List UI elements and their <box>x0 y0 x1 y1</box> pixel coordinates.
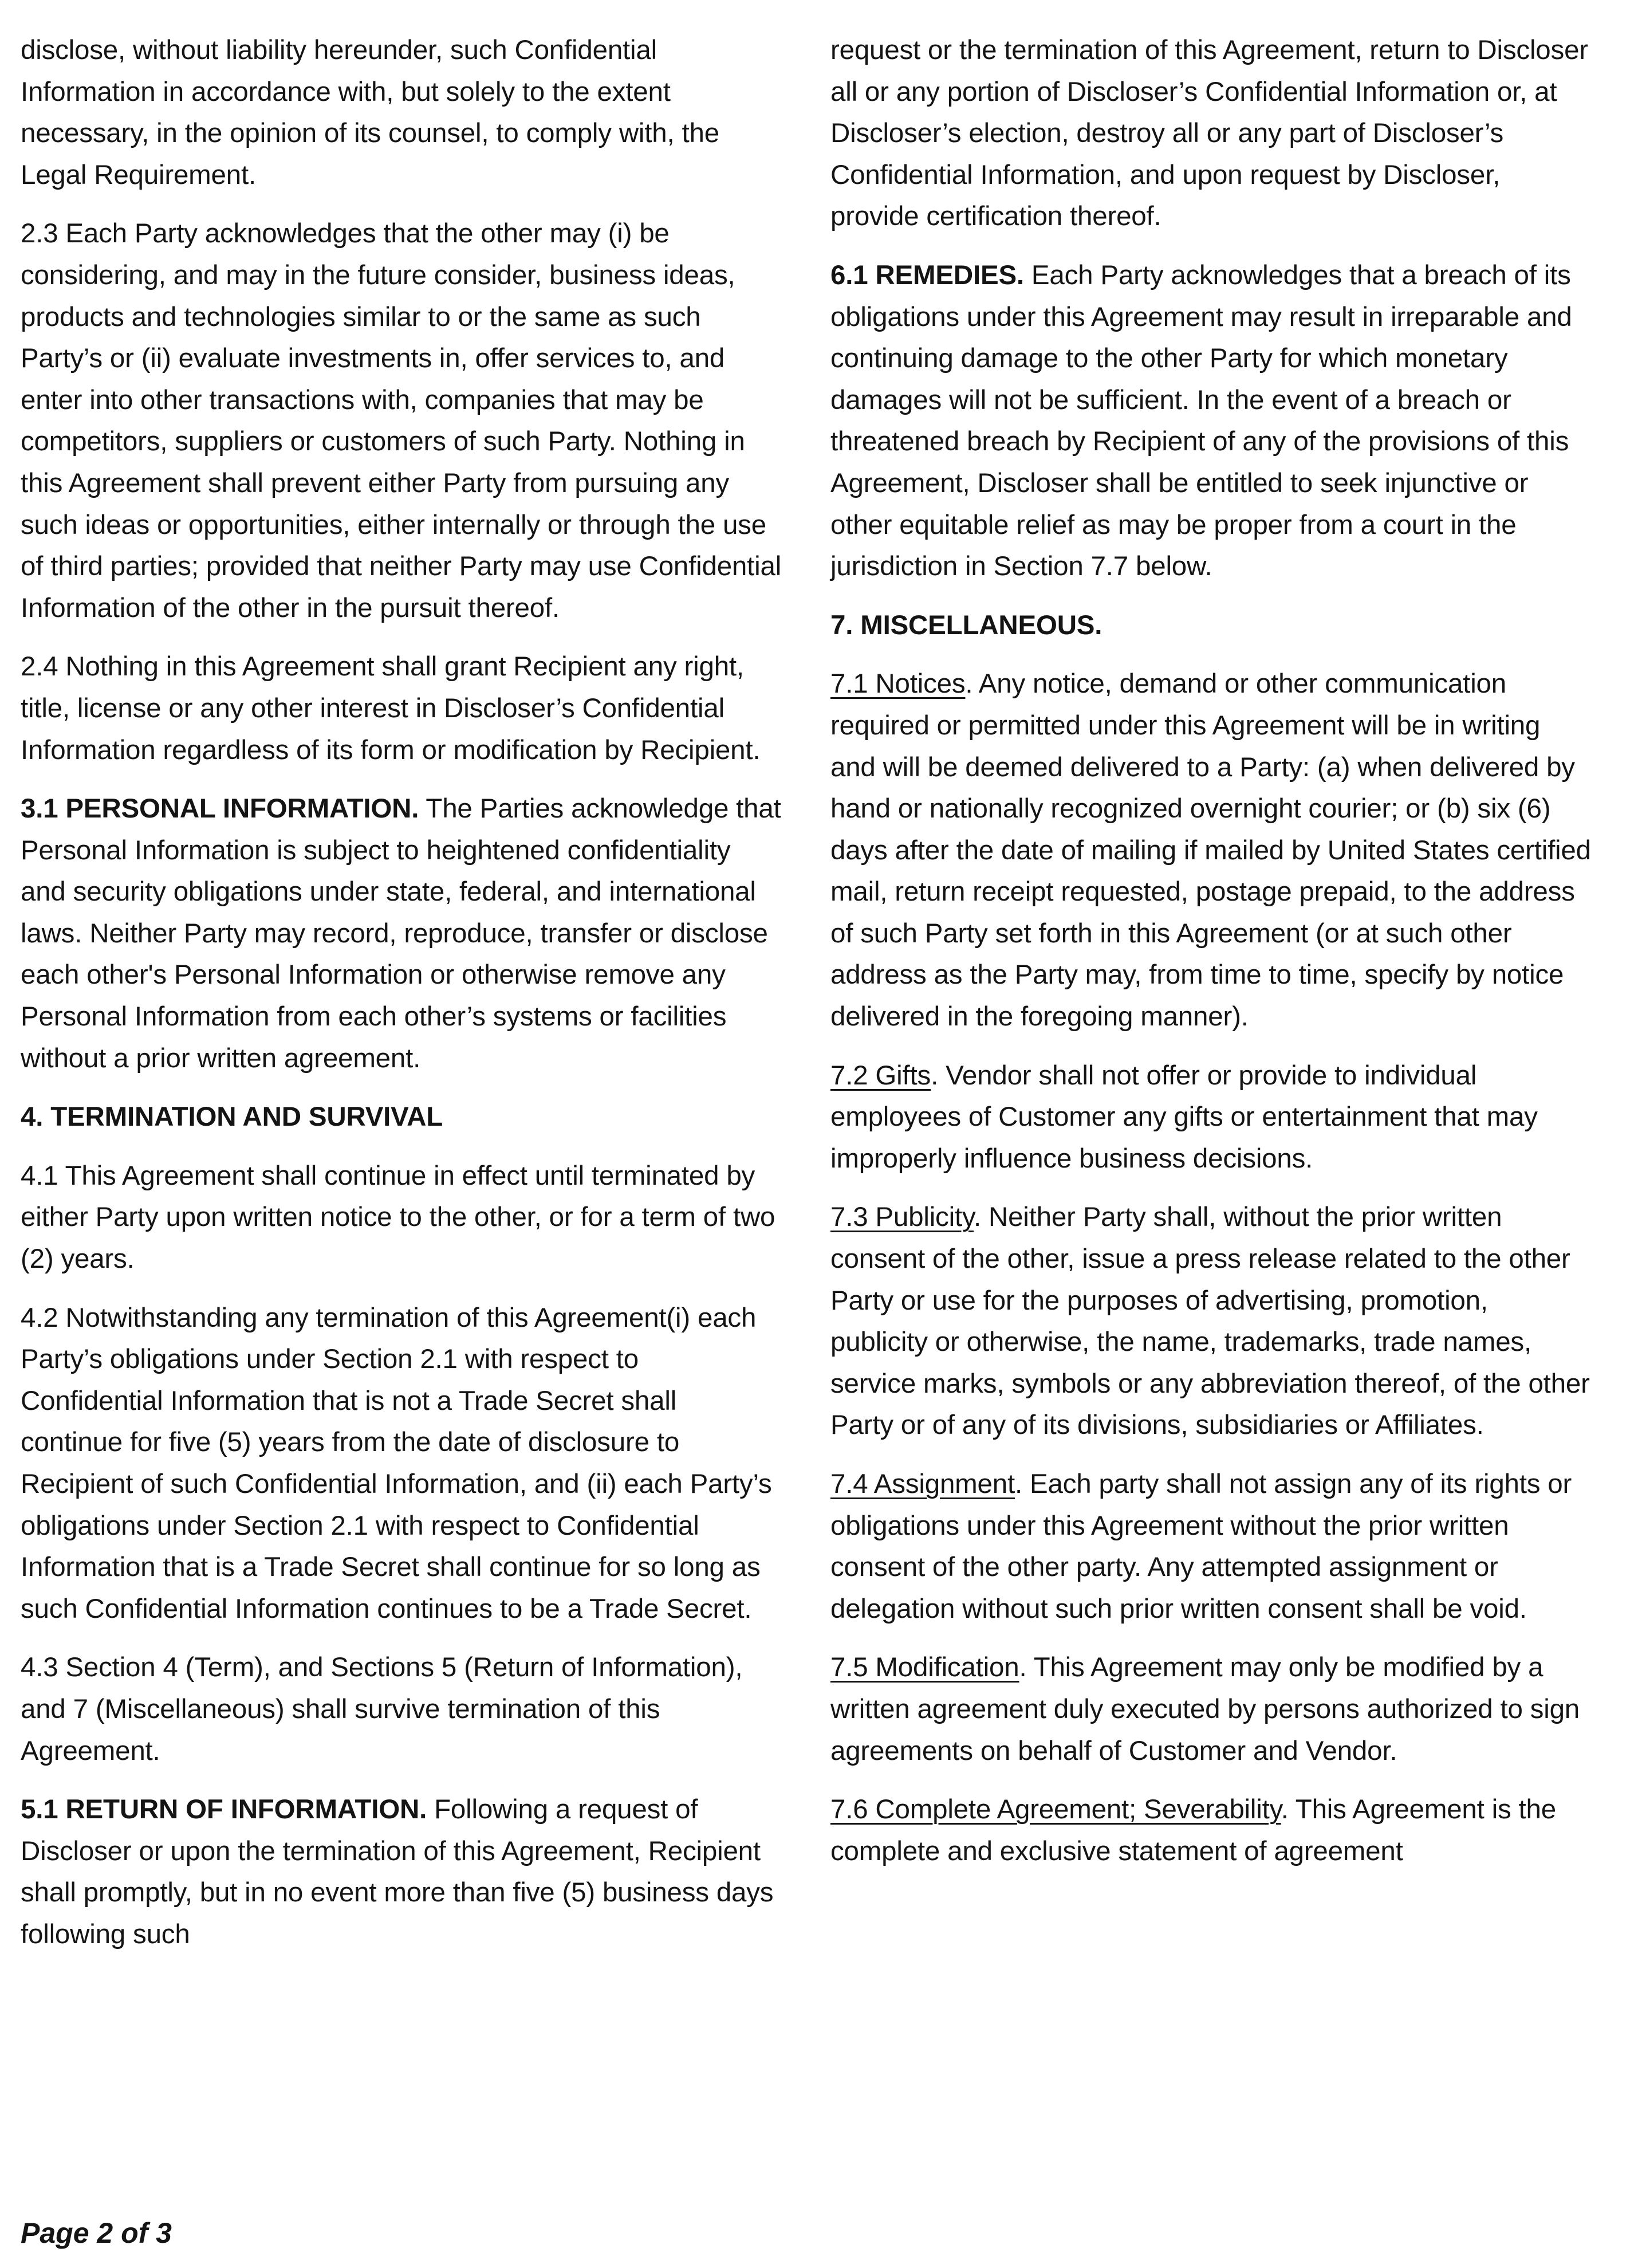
section-7-2-title: 7.2 Gifts <box>830 1060 931 1091</box>
section-6-1-heading: 6.1 REMEDIES. <box>830 260 1024 290</box>
section-4-heading: 4. TERMINATION AND SURVIVAL <box>21 1102 443 1133</box>
section-6-1-body: Each Party acknowledges that a breach of its obligations under this Agreement may result in irreparable and continuing damage to the other Party for which monetary damages will not be sufficient. In the event of a breach or threatened breach by Recipient of any of the provisions of this Agreement, Discloser shall be entitled to seek injunctive or other equitable relief as may be proper from a court in the jurisdiction in Section 7.7 below. <box>830 260 1572 582</box>
section-7-6-complete-agreement <box>830 1789 1592 1872</box>
paragraph-4-2: 4.2 Notwithstanding any termination of this Agreement(i) each Party’s obligations under Section 2.1 with respect to Confidential Information that is not a Trade Secret shall continue for five (5) years from the date of disclosure to Recipient of such Confidential Information, and (ii) each Party’s obligations under Section 2.1 with respect to Confidential Information that is a Trade Secret shall continue for so long as such Confidential Information continues to be a Trade Secret. <box>21 1302 772 1624</box>
page-number-footer: Page 2 of 3 <box>21 2217 172 2249</box>
section-7-2-gifts <box>830 1055 1592 1180</box>
section-3-1-heading: 3.1 PERSONAL INFORMATION. <box>21 793 419 824</box>
paragraph-4-1: 4.1 This Agreement shall continue in effect until terminated by either Party upon written notice to the other, or for a term of two (2) years. <box>21 1160 775 1275</box>
section-7-heading: 7. MISCELLANEOUS. <box>830 610 1102 640</box>
section-7-4-title: 7.4 Assignment <box>830 1469 1015 1499</box>
section-7-4-body: . Each party shall not assign any of its rights or obligations under this Agreement without the prior written consent of the other party. Any attempted assignment or delegation without such prior written consent shall be void. <box>830 1469 1572 1624</box>
section-7-1-notices <box>830 663 1592 1037</box>
section-7-5-modification <box>830 1647 1592 1772</box>
section-7-6-body: . This Agreement is the complete and exclusive statement of agreement <box>830 1794 1556 1866</box>
section-7-4-assignment <box>830 1464 1592 1630</box>
section-7-6-title: 7.6 Complete Agreement; Severability <box>830 1794 1281 1825</box>
paragraph-2-4: 2.4 Nothing in this Agreement shall grant Recipient any right, title, license or any other interest in Discloser’s Confidential Information regardless of its form or modification by Recipient. <box>21 651 761 765</box>
right-column <box>830 30 1592 1889</box>
section-7-1-title: 7.1 Notices <box>830 669 966 699</box>
section-7-3-publicity <box>830 1197 1592 1447</box>
section-5-1-return-of-information <box>21 1789 782 1955</box>
left-column <box>21 30 782 1973</box>
paragraph-2-3: 2.3 Each Party acknowledges that the other may (i) be considering, and may in the future consider, business ideas, products and technologies similar to or the same as such Party’s or (ii) evaluate investments in, offer services to, and enter into other transactions with, companies that may be competitors, suppliers or customers of such Party. Nothing in this Agreement shall prevent either Party from pursuing any such ideas or opportunities, either internally or through the use of third parties; provided that neither Party may use Confidential Information of the other in the pursuit thereof. <box>21 218 782 623</box>
section-5-1-body: Following a request of Discloser or upon the termination of this Agreement, Recipient shall promptly, but in no event more than five (5) business days following such <box>21 1794 774 1949</box>
section-6-1-remedies <box>830 255 1592 588</box>
paragraph-4-3: 4.3 Section 4 (Term), and Sections 5 (Return of Information), and 7 (Miscellaneous) shall survive termination of this Agreement. <box>21 1652 743 1766</box>
section-7-2-body: . Vendor shall not offer or provide to individual employees of Customer any gifts or entertainment that may improperly influence business decisions. <box>830 1060 1538 1174</box>
section-7-5-body: . This Agreement may only be modified by a written agreement duly executed by persons authorized to sign agreements on behalf of Customer and Vendor. <box>830 1652 1580 1766</box>
section-7-1-body: . Any notice, demand or other communication required or permitted under this Agreement will be in writing and will be deemed delivered to a Party: (a) when delivered by hand or nationally recognized overnight courier; or (b) six (6) days after the date of mailing if mailed by United States certified mail, return receipt requested, postage prepaid, to the address of such Party set forth in this Agreement (or at such other address as the Party may, from time to time, specify by notice delivered in the foregoing manner). <box>830 669 1591 1032</box>
paragraph-disclosure-continuation: disclose, without liability hereunder, such Confidential Information in accordance with, but solely to the extent necessary, in the opinion of its counsel, to comply with, the Legal Requirement. <box>21 35 719 190</box>
section-7-3-body: . Neither Party shall, without the prior written consent of the other, issue a press release related to the other Party or use for the purposes of advertising, promotion, publicity or otherwise, the name, trademarks, trade names, service marks, symbols or any abbreviation thereof, of the other Party or of any of its divisions, subsidiaries or Affiliates. <box>830 1202 1590 1441</box>
section-7-5-title: 7.5 Modification <box>830 1652 1019 1683</box>
section-3-1-personal-information <box>21 788 782 1079</box>
section-3-1-body: The Parties acknowledge that Personal Information is subject to heightened confidentiality and security obligations under state, federal, and international laws. Neither Party may record, reproduce, transfer or disclose each other's Personal Information or otherwise remove any Personal Information from each other’s systems or facilities without a prior written agreement. <box>21 793 781 1074</box>
paragraph-return-continuation: request or the termination of this Agreement, return to Discloser all or any portion of Discloser’s Confidential Information or, at Discloser’s election, destroy all or any part of Discloser’s Confidential Information, and upon request by Discloser, provide certification thereof. <box>830 35 1588 232</box>
section-5-1-heading: 5.1 RETURN OF INFORMATION. <box>21 1794 427 1825</box>
section-7-3-title: 7.3 Publicity <box>830 1202 974 1233</box>
